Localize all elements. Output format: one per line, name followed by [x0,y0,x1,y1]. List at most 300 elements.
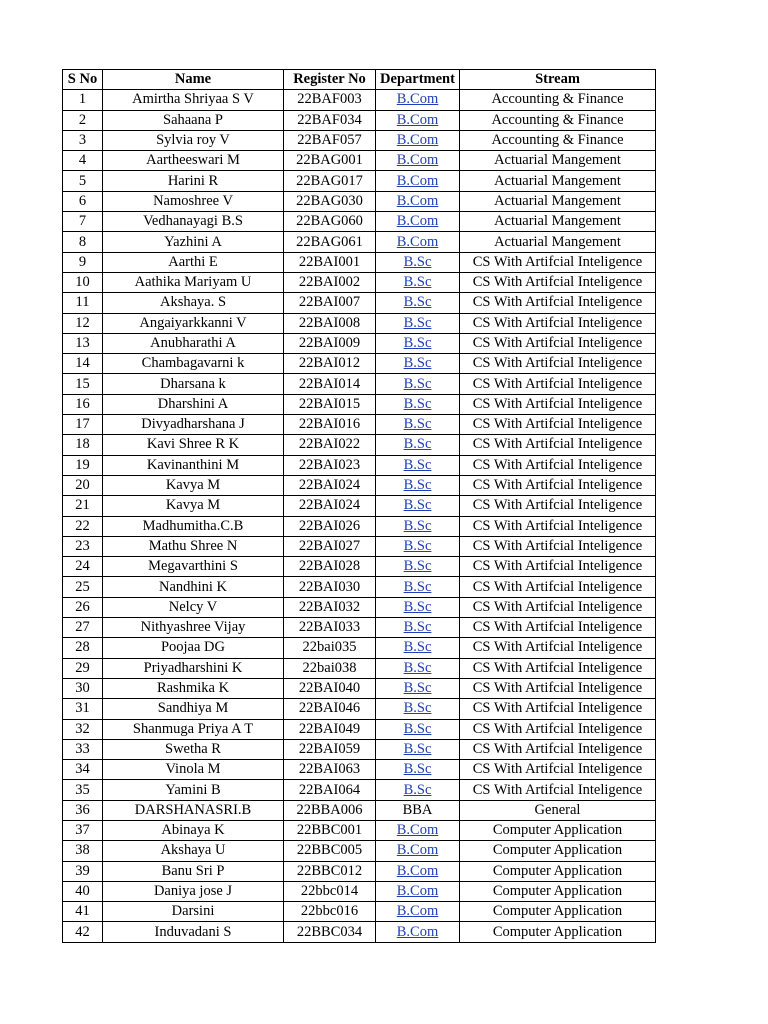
cell-register-no: 22BAI059 [284,739,376,759]
header-register-no: Register No [284,70,376,90]
cell-department [376,902,460,922]
table-header-row [63,70,656,90]
table-row [63,191,656,211]
cell-stream: Computer Application [460,861,656,881]
cell-department [376,171,460,191]
cell-name: Aartheeswari M [103,151,284,171]
cell-sno: 37 [63,820,103,840]
department-link[interactable]: B.Com [396,152,439,169]
cell-sno: 39 [63,861,103,881]
cell-stream: CS With Artifcial Inteligence [460,455,656,475]
cell-stream: CS With Artifcial Inteligence [460,678,656,698]
cell-stream: Actuarial Mangement [460,212,656,232]
cell-register-no: 22BAI032 [284,597,376,617]
table-row [63,313,656,333]
department-link[interactable]: B.Sc [403,619,432,636]
cell-department [376,252,460,272]
cell-department [376,739,460,759]
department-link[interactable]: B.Sc [403,436,432,453]
cell-stream: CS With Artifcial Inteligence [460,374,656,394]
cell-name: Sylvia roy V [103,130,284,150]
cell-sno: 41 [63,902,103,922]
table-row [63,171,656,191]
cell-department [376,130,460,150]
cell-stream: CS With Artifcial Inteligence [460,313,656,333]
cell-name: Megavarthini S [103,557,284,577]
department-link[interactable]: B.Com [396,213,439,230]
cell-name: Induvadani S [103,922,284,942]
cell-register-no: 22BAI033 [284,618,376,638]
cell-register-no: 22BAI014 [284,374,376,394]
cell-stream: CS With Artifcial Inteligence [460,699,656,719]
table-row [63,618,656,638]
department-link[interactable]: B.Sc [403,355,432,372]
table-row [63,841,656,861]
cell-sno: 8 [63,232,103,252]
table-row [63,252,656,272]
cell-register-no: 22BBC001 [284,820,376,840]
cell-department [376,597,460,617]
table-row [63,922,656,942]
table-row [63,577,656,597]
table-row [63,394,656,414]
cell-sno: 30 [63,678,103,698]
cell-register-no: 22BBC034 [284,922,376,942]
cell-sno: 16 [63,394,103,414]
cell-register-no: 22BAI046 [284,699,376,719]
cell-department [376,496,460,516]
cell-sno: 3 [63,130,103,150]
cell-name: Yazhini A [103,232,284,252]
cell-register-no: 22BAI002 [284,272,376,292]
cell-name: Dharsana k [103,374,284,394]
cell-stream: CS With Artifcial Inteligence [460,272,656,292]
cell-department [376,313,460,333]
cell-department [376,861,460,881]
cell-name: Daniya jose J [103,881,284,901]
cell-sno: 35 [63,780,103,800]
cell-stream: CS With Artifcial Inteligence [460,618,656,638]
cell-stream: Actuarial Mangement [460,232,656,252]
cell-name: Kavya M [103,475,284,495]
cell-department [376,922,460,942]
department-link[interactable]: B.Sc [403,740,432,757]
cell-department [376,557,460,577]
cell-stream: Computer Application [460,881,656,901]
cell-name: Rashmika K [103,678,284,698]
table-row [63,638,656,658]
cell-department [376,232,460,252]
department-link[interactable]: B.Com [396,132,439,149]
department-link[interactable]: B.Sc [403,720,432,737]
table-row [63,902,656,922]
cell-department [376,212,460,232]
cell-name: Amirtha Shriyaa S V [103,90,284,110]
department-link[interactable]: B.Com [396,903,439,920]
table-row [63,800,656,820]
cell-name: DARSHANASRI.B [103,800,284,820]
table-row [63,536,656,556]
cell-stream: CS With Artifcial Inteligence [460,435,656,455]
cell-sno: 2 [63,110,103,130]
cell-stream: Actuarial Mangement [460,171,656,191]
department-link[interactable]: B.Com [396,822,439,839]
table-body [63,90,656,942]
cell-name: Shanmuga Priya A T [103,719,284,739]
cell-register-no: 22BAI008 [284,313,376,333]
cell-department [376,333,460,353]
table-row [63,130,656,150]
cell-sno: 32 [63,719,103,739]
cell-register-no: 22BAF034 [284,110,376,130]
header-sno: S No [63,70,103,90]
cell-name: Vedhanayagi B.S [103,212,284,232]
cell-register-no: 22BAI022 [284,435,376,455]
department-link[interactable]: B.Sc [403,659,432,676]
cell-department [376,719,460,739]
cell-register-no: 22BAI007 [284,293,376,313]
cell-sno: 36 [63,800,103,820]
department-link[interactable]: B.Sc [403,253,432,270]
department-link[interactable]: B.Sc [403,395,432,412]
cell-name: Akshaya U [103,841,284,861]
table-row [63,699,656,719]
cell-sno: 28 [63,638,103,658]
table-row [63,475,656,495]
department-link[interactable]: B.Sc [403,781,432,798]
cell-stream: CS With Artifcial Inteligence [460,658,656,678]
table-row [63,678,656,698]
cell-stream: CS With Artifcial Inteligence [460,719,656,739]
cell-register-no: 22BAI030 [284,577,376,597]
cell-stream: CS With Artifcial Inteligence [460,475,656,495]
table-row [63,110,656,130]
department-link[interactable]: B.Sc [403,517,432,534]
cell-name: Anubharathi A [103,333,284,353]
cell-name: Nandhini K [103,577,284,597]
cell-sno: 42 [63,922,103,942]
cell-sno: 24 [63,557,103,577]
cell-sno: 31 [63,699,103,719]
cell-sno: 23 [63,536,103,556]
table-row [63,557,656,577]
cell-name: Kavinanthini M [103,455,284,475]
cell-department [376,272,460,292]
cell-register-no: 22BAI001 [284,252,376,272]
cell-name: Madhumitha.C.B [103,516,284,536]
cell-department [376,354,460,374]
cell-sno: 29 [63,658,103,678]
cell-name: Namoshree V [103,191,284,211]
cell-sno: 34 [63,760,103,780]
department-link[interactable]: B.Sc [403,639,432,656]
cell-register-no: 22bbc014 [284,881,376,901]
cell-department [376,881,460,901]
cell-register-no: 22bbc016 [284,902,376,922]
cell-sno: 18 [63,435,103,455]
cell-name: Mathu Shree N [103,536,284,556]
table-row [63,658,656,678]
cell-department [376,435,460,455]
cell-stream: CS With Artifcial Inteligence [460,415,656,435]
cell-sno: 22 [63,516,103,536]
table-row [63,455,656,475]
department-link[interactable]: B.Com [396,91,439,108]
cell-department [376,800,460,820]
cell-sno: 15 [63,374,103,394]
cell-name: Kavya M [103,496,284,516]
cell-sno: 9 [63,252,103,272]
cell-department [376,374,460,394]
cell-register-no: 22BAI027 [284,536,376,556]
cell-register-no: 22BAG061 [284,232,376,252]
department-link[interactable]: B.Sc [403,558,432,575]
department-link[interactable]: B.Com [396,111,439,128]
cell-name: Akshaya. S [103,293,284,313]
department-link[interactable]: B.Sc [403,375,432,392]
table-row [63,496,656,516]
cell-name: Sandhiya M [103,699,284,719]
cell-stream: Computer Application [460,902,656,922]
cell-sno: 21 [63,496,103,516]
cell-stream: CS With Artifcial Inteligence [460,597,656,617]
cell-stream: Accounting & Finance [460,110,656,130]
cell-stream: Actuarial Mangement [460,191,656,211]
table-row [63,90,656,110]
header-department: Department [376,70,460,90]
department-link[interactable]: B.Sc [403,497,432,514]
cell-department [376,394,460,414]
cell-name: Nithyashree Vijay [103,618,284,638]
cell-register-no: 22BAI023 [284,455,376,475]
cell-name: Darsini [103,902,284,922]
cell-stream: Actuarial Mangement [460,151,656,171]
cell-register-no: 22BBC005 [284,841,376,861]
cell-name: Harini R [103,171,284,191]
cell-register-no: 22BAG030 [284,191,376,211]
cell-name: Yamini B [103,780,284,800]
cell-register-no: 22bai035 [284,638,376,658]
cell-register-no: 22BAI009 [284,333,376,353]
table-row [63,861,656,881]
cell-department [376,516,460,536]
cell-department [376,475,460,495]
table-row [63,881,656,901]
department-link[interactable]: B.Sc [403,314,432,331]
table-row [63,333,656,353]
table-row [63,232,656,252]
student-roster-table [62,69,656,943]
cell-register-no: 22BAI049 [284,719,376,739]
cell-register-no: 22BBC012 [284,861,376,881]
cell-sno: 7 [63,212,103,232]
cell-department [376,415,460,435]
cell-sno: 10 [63,272,103,292]
cell-sno: 12 [63,313,103,333]
cell-sno: 26 [63,597,103,617]
cell-sno: 38 [63,841,103,861]
header-stream: Stream [460,70,656,90]
cell-register-no: 22BAF057 [284,130,376,150]
cell-register-no: 22BAI012 [284,354,376,374]
cell-department [376,638,460,658]
cell-register-no: 22BAI040 [284,678,376,698]
table-row [63,415,656,435]
table-row [63,739,656,759]
department-link[interactable]: B.Sc [403,456,432,473]
cell-name: Sahaana P [103,110,284,130]
cell-stream: CS With Artifcial Inteligence [460,638,656,658]
table-row [63,780,656,800]
cell-stream: Computer Application [460,820,656,840]
cell-name: Kavi Shree R K [103,435,284,455]
cell-sno: 14 [63,354,103,374]
department-text: BBA [402,801,433,818]
cell-sno: 33 [63,739,103,759]
cell-stream: CS With Artifcial Inteligence [460,394,656,414]
department-link[interactable]: B.Com [396,172,439,189]
student-roster-sheet [62,69,656,943]
cell-name: Priyadharshini K [103,658,284,678]
cell-stream: CS With Artifcial Inteligence [460,252,656,272]
table-row [63,597,656,617]
cell-sno: 6 [63,191,103,211]
cell-sno: 27 [63,618,103,638]
table-row [63,820,656,840]
cell-stream: Accounting & Finance [460,90,656,110]
cell-name: Vinola M [103,760,284,780]
cell-department [376,760,460,780]
department-link[interactable]: B.Com [396,842,439,859]
cell-stream: CS With Artifcial Inteligence [460,354,656,374]
cell-register-no: 22BAI028 [284,557,376,577]
cell-register-no: 22BAI016 [284,415,376,435]
table-row [63,293,656,313]
cell-stream: CS With Artifcial Inteligence [460,333,656,353]
cell-stream: Accounting & Finance [460,130,656,150]
table-row [63,354,656,374]
department-link[interactable]: B.Com [396,862,439,879]
department-link[interactable]: B.Sc [403,537,432,554]
cell-stream: Computer Application [460,922,656,942]
cell-register-no: 22BAI015 [284,394,376,414]
cell-register-no: 22bai038 [284,658,376,678]
department-link[interactable]: B.Sc [403,700,432,717]
cell-department [376,536,460,556]
cell-department [376,151,460,171]
table-row [63,760,656,780]
cell-department [376,455,460,475]
cell-department [376,658,460,678]
department-link[interactable]: B.Com [396,233,439,250]
department-link[interactable]: B.Com [396,883,439,900]
cell-name: Abinaya K [103,820,284,840]
cell-sno: 1 [63,90,103,110]
cell-department [376,820,460,840]
cell-department [376,699,460,719]
cell-name: Divyadharshana J [103,415,284,435]
cell-name: Poojaa DG [103,638,284,658]
department-link[interactable]: B.Sc [403,761,432,778]
cell-department [376,678,460,698]
cell-sno: 19 [63,455,103,475]
cell-stream: CS With Artifcial Inteligence [460,557,656,577]
cell-department [376,293,460,313]
department-link[interactable]: B.Sc [403,477,432,494]
table-row [63,212,656,232]
cell-register-no: 22BAI026 [284,516,376,536]
cell-stream: CS With Artifcial Inteligence [460,739,656,759]
cell-register-no: 22BAF003 [284,90,376,110]
cell-stream: CS With Artifcial Inteligence [460,780,656,800]
table-row [63,435,656,455]
cell-department [376,110,460,130]
cell-department [376,191,460,211]
department-link[interactable]: B.Com [396,192,439,209]
cell-sno: 40 [63,881,103,901]
cell-register-no: 22BAI024 [284,496,376,516]
cell-stream: CS With Artifcial Inteligence [460,496,656,516]
cell-name: Nelcy V [103,597,284,617]
cell-stream: Computer Application [460,841,656,861]
cell-department [376,577,460,597]
cell-stream: CS With Artifcial Inteligence [460,760,656,780]
cell-department [376,90,460,110]
cell-sno: 17 [63,415,103,435]
table-row [63,272,656,292]
cell-stream: CS With Artifcial Inteligence [460,516,656,536]
department-link[interactable]: B.Sc [403,680,432,697]
cell-sno: 25 [63,577,103,597]
cell-sno: 20 [63,475,103,495]
cell-stream: CS With Artifcial Inteligence [460,293,656,313]
header-name: Name [103,70,284,90]
table-row [63,151,656,171]
cell-register-no: 22BAI024 [284,475,376,495]
department-link[interactable]: B.Sc [403,274,432,291]
cell-register-no: 22BAG060 [284,212,376,232]
cell-name: Chambagavarni k [103,354,284,374]
table-row [63,516,656,536]
table-row [63,719,656,739]
cell-sno: 13 [63,333,103,353]
cell-name: Aathika Mariyam U [103,272,284,292]
cell-department [376,841,460,861]
cell-name: Swetha R [103,739,284,759]
cell-name: Angaiyarkkanni V [103,313,284,333]
cell-department [376,618,460,638]
cell-register-no: 22BAG001 [284,151,376,171]
department-link[interactable]: B.Sc [403,598,432,615]
cell-name: Aarthi E [103,252,284,272]
cell-register-no: 22BAG017 [284,171,376,191]
cell-sno: 4 [63,151,103,171]
department-link[interactable]: B.Sc [403,416,432,433]
cell-register-no: 22BBA006 [284,800,376,820]
department-link[interactable]: B.Sc [403,335,432,351]
cell-sno: 5 [63,171,103,191]
cell-register-no: 22BAI063 [284,760,376,780]
department-link[interactable]: B.Sc [403,578,432,595]
cell-stream: CS With Artifcial Inteligence [460,577,656,597]
cell-department [376,780,460,800]
cell-sno: 11 [63,293,103,313]
department-link[interactable]: B.Sc [403,294,432,311]
cell-stream: General [460,800,656,820]
department-link[interactable]: B.Com [396,923,439,940]
table-row [63,374,656,394]
cell-register-no: 22BAI064 [284,780,376,800]
